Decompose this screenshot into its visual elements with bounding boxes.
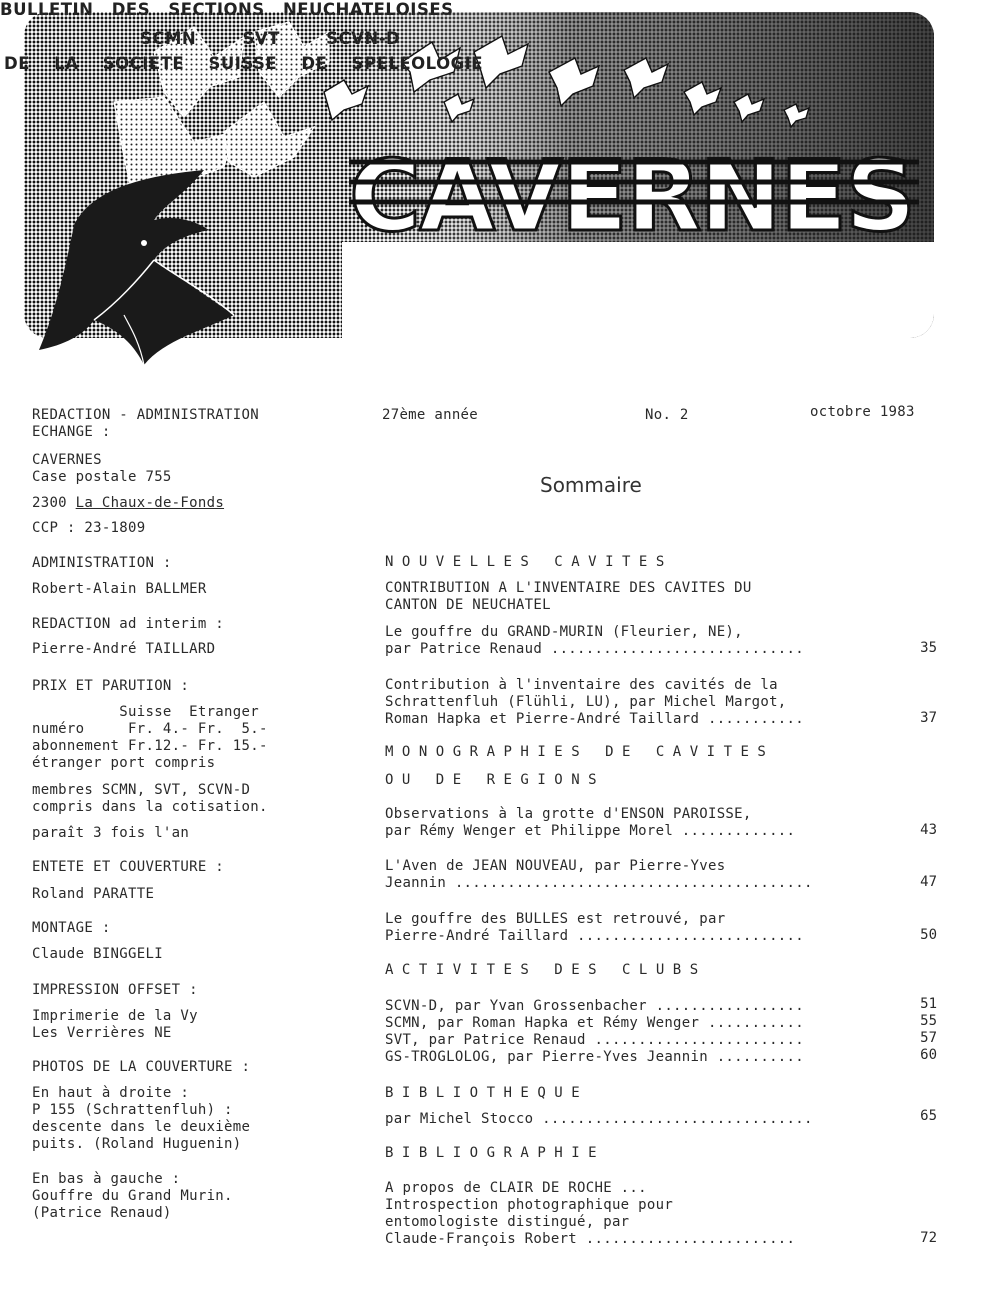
subtitle-line-3: DE LA SOCIETE SUISSE DE SPELEOLOGIE [4, 54, 484, 73]
redaction-interim-label: REDACTION ad interim : [32, 616, 225, 632]
impression-label: IMPRESSION OFFSET : [32, 982, 198, 998]
toc-entry: Observations à la grotte d'ENSON PAROISSE, par Rémy Wenger et Philippe Morel ............. [385, 806, 796, 839]
toc-page: 37 [920, 710, 937, 726]
toc-entry: L'Aven de JEAN NOUVEAU, par Pierre-Yves Jeannin ......................................... [385, 858, 813, 891]
impression-name: Imprimerie de la Vy Les Verrières NE [32, 1008, 198, 1041]
prix-label: PRIX ET PARUTION : [32, 678, 190, 694]
section-bibliotheque: BIBLIOTHEQUE [385, 1085, 589, 1101]
section-subtitle: CONTRIBUTION A L'INVENTAIRE DES CAVITES DU CANTON DE NEUCHATEL [385, 580, 752, 613]
prix-table: Suisse Etranger numéro Fr. 4.- Fr. 5.- abonnement Fr.12.- Fr. 15.- étranger port compris [32, 704, 268, 771]
toc-entry: par Michel Stocco ............................... [385, 1111, 813, 1127]
masthead-title: CAVERNES [349, 140, 914, 254]
section-activites: ACTIVITES DES CLUBS [385, 962, 707, 978]
toc-entry: SCVN-D, par Yvan Grossenbacher ................. SCMN, par Roman Hapka et Rémy Wenger ........... SVT, par Patrice Renaud ........................ GS-TROGLOLOG, par Pierre-Yves Jeannin .......... [385, 998, 804, 1065]
redaction-label: REDACTION - ADMINISTRATION ECHANGE : [32, 407, 259, 440]
address-city [32, 495, 224, 512]
toc-page: 65 [920, 1108, 937, 1124]
toc-entry: Le gouffre du GRAND-MURIN (Fleurier, NE), par Patrice Renaud ............................. [385, 624, 804, 657]
city-name: La Chaux-de-Fonds [75, 495, 225, 511]
toc-page: 47 [920, 874, 937, 890]
photo-1-caption: En haut à droite : P 155 (Schrattenfluh) : descente dans le deuxième puits. (Roland Huguenin) [32, 1085, 251, 1152]
photos-label: PHOTOS DE LA COUVERTURE : [32, 1059, 251, 1075]
montage-label: MONTAGE : [32, 920, 111, 936]
toc-page: 72 [920, 1230, 937, 1246]
entete-name: Roland PARATTE [32, 886, 155, 902]
membres-note: membres SCMN, SVT, SCVN-D compris dans la cotisation. [32, 782, 268, 815]
sommaire-title: Sommaire [540, 473, 642, 497]
toc-page: 50 [920, 927, 937, 943]
parution-note: paraît 3 fois l'an [32, 825, 190, 841]
toc-page: 43 [920, 822, 937, 838]
address-block: CAVERNES Case postale 755 [32, 452, 172, 485]
subtitle-line-1: BULLETIN DES SECTIONS NEUCHATELOISES [0, 0, 454, 19]
issue-number: No. 2 [645, 407, 689, 423]
toc-page: 35 [920, 640, 937, 656]
bat-illustration [34, 165, 264, 380]
issue-date: octobre 1983 [810, 404, 915, 420]
admin-label: ADMINISTRATION : [32, 555, 172, 571]
toc-page: 51 55 57 60 [920, 996, 937, 1063]
annee: 27ème année [382, 407, 479, 423]
zip-code: 2300 [32, 495, 67, 511]
toc-entry: Contribution à l'inventaire des cavités de la Schrattenfluh (Flühli, LU), par Michel Margot, Roman Hapka et Pierre-André Taillard ........... [385, 677, 804, 727]
section-nouvelles-cavites: NOUVELLES CAVITES [385, 554, 673, 570]
entete-label: ENTETE ET COUVERTURE : [32, 859, 225, 875]
section-monographies: MONOGRAPHIES DE CAVITES [385, 744, 775, 760]
section-bibliographie: BIBLIOGRAPHIE [385, 1145, 606, 1161]
montage-name: Claude BINGGELI [32, 946, 163, 962]
toc-entry: A propos de CLAIR DE ROCHE ... Introspection photographique pour entomologiste distingué, par Claude-François Robert ........................ [385, 1180, 796, 1247]
photo-2-caption: En bas à gauche : Gouffre du Grand Murin. (Patrice Renaud) [32, 1171, 233, 1221]
redaction-interim-name: Pierre-André TAILLARD [32, 641, 216, 657]
ccp-number: CCP : 23-1809 [32, 520, 146, 536]
subtitle-line-2: SCMN SVT SCVN-D [140, 29, 401, 48]
admin-name: Robert-Alain BALLMER [32, 581, 207, 597]
section-regions: OU DE REGIONS [385, 772, 606, 788]
toc-entry: Le gouffre des BULLES est retrouvé, par Pierre-André Taillard .......................... [385, 911, 804, 944]
